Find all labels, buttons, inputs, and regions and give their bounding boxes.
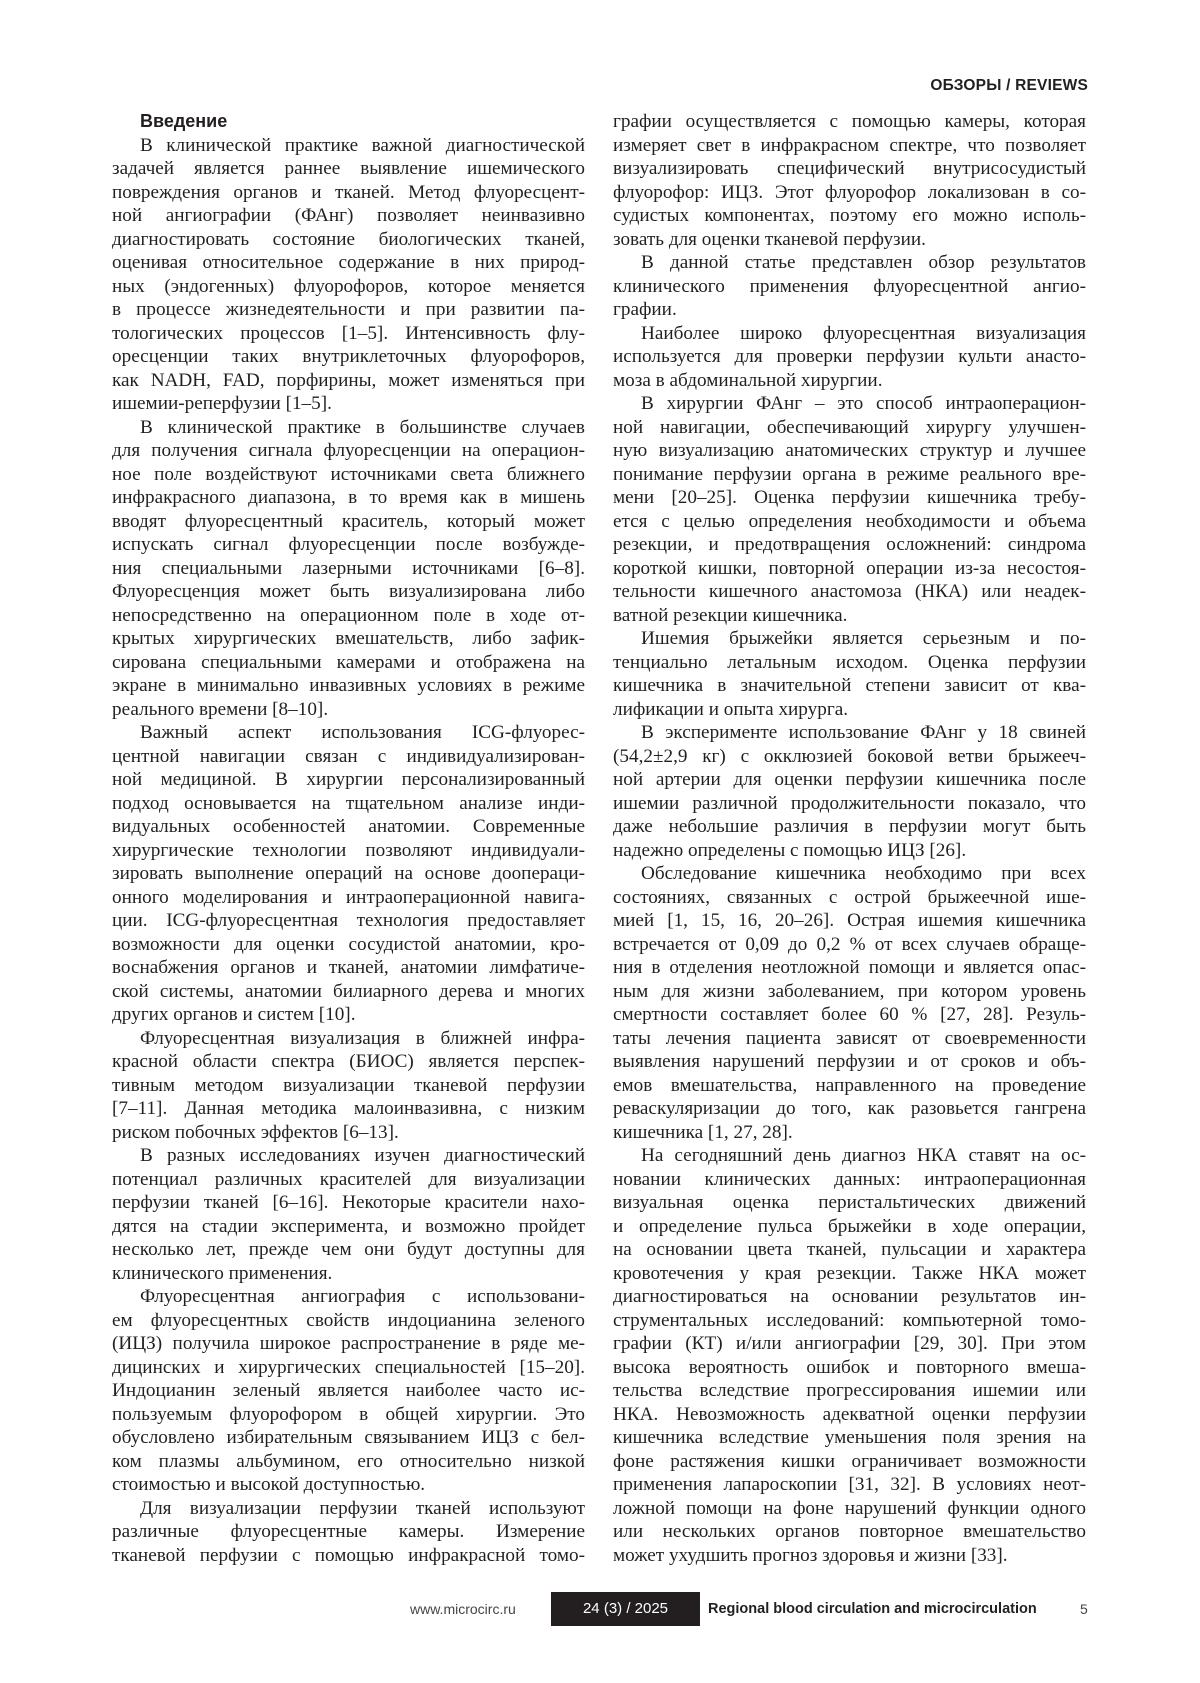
text-line: ния в отделения неотложной помощи и является опас- bbox=[613, 956, 1086, 980]
text-line: возможности для оценки сосудистой анатомии, кро- bbox=[112, 933, 585, 957]
paragraph bbox=[613, 627, 1086, 721]
paragraph bbox=[613, 862, 1086, 1144]
text-line: ную визуализацию анатомических структур и лучшее bbox=[613, 439, 1086, 463]
text-line: тканевой перфузии с помощью инфракрасной томо- bbox=[112, 1544, 585, 1568]
text-line: кишечника [1, 27, 28]. bbox=[613, 1121, 1086, 1145]
text-line: даже небольшие различия в перфузии могут быть bbox=[613, 815, 1086, 839]
text-line: других органов и систем [10]. bbox=[112, 1003, 585, 1027]
text-line: В клинической практике в большинстве случаев bbox=[112, 416, 585, 440]
text-line: кровотечения у края резекции. Также НКА может bbox=[613, 1262, 1086, 1286]
text-line: понимание перфузии органа в режиме реального вре- bbox=[613, 463, 1086, 487]
text-line: центной навигации связан с индивидуализирован- bbox=[112, 745, 585, 769]
text-line: реваскуляризации до того, как разовьется гангрена bbox=[613, 1097, 1086, 1121]
text-line: экране в минимально инвазивных условиях в режиме bbox=[112, 674, 585, 698]
text-line: онного моделирования и интраоперационной навига- bbox=[112, 886, 585, 910]
right-column-body bbox=[613, 110, 1086, 1567]
paragraph bbox=[613, 322, 1086, 393]
text-line: высока вероятность ошибок и повторного вмеша- bbox=[613, 1356, 1086, 1380]
text-line: В эксперименте использование ФАнг у 18 свиней bbox=[613, 721, 1086, 745]
text-line: Индоцианин зеленый является наиболее часто ис- bbox=[112, 1379, 585, 1403]
text-line: визуальная оценка перистальтических движений bbox=[613, 1191, 1086, 1215]
text-line: подход основывается на тщательном анализе инди- bbox=[112, 792, 585, 816]
text-line: ем флуоресцентных свойств индоцианина зеленого bbox=[112, 1309, 585, 1333]
text-line: фоне растяжения кишки ограничивает возможности bbox=[613, 1450, 1086, 1474]
paragraph bbox=[613, 1144, 1086, 1567]
text-line: ное поле воздействуют источниками света ближнего bbox=[112, 463, 585, 487]
text-line: новании клинических данных: интраоперационная bbox=[613, 1168, 1086, 1192]
paragraph bbox=[112, 1497, 585, 1568]
text-line: ным для жизни заболеванием, при котором уровень bbox=[613, 980, 1086, 1004]
text-line: флуорофор: ИЦЗ. Этот флуорофор локализован в со- bbox=[613, 181, 1086, 205]
text-line: встречается от 0,09 до 0,2 % от всех случаев обраще- bbox=[613, 933, 1086, 957]
text-line: ной артерии для оценки перфузии кишечника после bbox=[613, 768, 1086, 792]
text-line: повреждения органов и тканей. Метод флуоресцент- bbox=[112, 181, 585, 205]
text-line: тенциально летальным исходом. Оценка перфузии bbox=[613, 651, 1086, 675]
text-line: стоимостью и высокой доступностью. bbox=[112, 1473, 585, 1497]
text-line: непосредственно на операционном поле в ходе от- bbox=[112, 604, 585, 628]
text-line: состояниях, связанных с острой брыжеечной ише- bbox=[613, 886, 1086, 910]
text-line: вводят флуоресцентный краситель, который может bbox=[112, 510, 585, 534]
paragraph bbox=[112, 134, 585, 416]
text-line: зировать выполнение операций на основе доопераци- bbox=[112, 862, 585, 886]
text-line: клинического применения флуоресцентной ангио- bbox=[613, 275, 1086, 299]
text-line: ных (эндогенных) флуорофоров, которое меняется bbox=[112, 275, 585, 299]
text-line: дицинских и хирургических специальностей [15–20]. bbox=[112, 1356, 585, 1380]
text-line: Флуоресцентная ангиография с использовани- bbox=[112, 1285, 585, 1309]
text-line: воснабжения органов и тканей, анатомии лимфатиче- bbox=[112, 956, 585, 980]
text-line: ния специальными лазерными источниками [6–8]. bbox=[112, 557, 585, 581]
paragraph bbox=[112, 721, 585, 1027]
text-line: ишемии-реперфузии [1–5]. bbox=[112, 392, 585, 416]
text-line: В данной статье представлен обзор результатов bbox=[613, 251, 1086, 275]
text-line: применения лапароскопии [31, 32]. В условиях неот- bbox=[613, 1473, 1086, 1497]
text-line: Обследование кишечника необходимо при всех bbox=[613, 862, 1086, 886]
section-header: ОБЗОРЫ / REVIEWS bbox=[930, 77, 1088, 95]
text-line: (ИЦЗ) получила широкое распространение в ряде ме- bbox=[112, 1332, 585, 1356]
right-column bbox=[613, 110, 1086, 1567]
text-line: НКА. Невозможность адекватной оценки перфузии bbox=[613, 1403, 1086, 1427]
text-line: диагностировать состояние биологических тканей, bbox=[112, 228, 585, 252]
text-line: дятся на стадии эксперимента, и возможно пройдет bbox=[112, 1215, 585, 1239]
text-line: мией [1, 15, 16, 20–26]. Острая ишемия кишечника bbox=[613, 909, 1086, 933]
paragraph bbox=[112, 1027, 585, 1145]
paragraph bbox=[112, 1285, 585, 1497]
text-line: судистых компонентах, поэтому его можно исполь- bbox=[613, 204, 1086, 228]
text-line: крытых хирургических вмешательств, либо зафик- bbox=[112, 627, 585, 651]
text-line: Для визуализации перфузии тканей используют bbox=[112, 1497, 585, 1521]
paragraph bbox=[613, 251, 1086, 322]
left-column-body bbox=[112, 134, 585, 1568]
text-line: В разных исследованиях изучен диагностический bbox=[112, 1144, 585, 1168]
text-line: реального времени [8–10]. bbox=[112, 698, 585, 722]
left-column bbox=[112, 110, 585, 1567]
text-line: видуальных особенностей анатомии. Современные bbox=[112, 815, 585, 839]
text-line: ной ангиографии (ФАнг) позволяет неинвазивно bbox=[112, 204, 585, 228]
footer-issue-badge: 24 (3) / 2025 bbox=[551, 1592, 700, 1626]
text-line: зовать для оценки тканевой перфузии. bbox=[613, 228, 1086, 252]
text-line: кишечника вследствие уменьшения поля зрения на bbox=[613, 1426, 1086, 1450]
text-line: Ишемия брыжейки является серьезным и по- bbox=[613, 627, 1086, 651]
text-line: красной области спектра (БИОС) является перспек- bbox=[112, 1050, 585, 1074]
text-line: ской системы, анатомии билиарного дерева и многих bbox=[112, 980, 585, 1004]
text-line: надежно определены с помощью ИЦЗ [26]. bbox=[613, 839, 1086, 863]
text-line: или нескольких органов повторное вмешательство bbox=[613, 1520, 1086, 1544]
paragraph bbox=[112, 1144, 585, 1285]
text-line: измеряет свет в инфракрасном спектре, что позволяет bbox=[613, 134, 1086, 158]
text-line: потенциал различных красителей для визуализации bbox=[112, 1168, 585, 1192]
text-line: Наиболее широко флуоресцентная визуализация bbox=[613, 322, 1086, 346]
paragraph bbox=[613, 392, 1086, 627]
footer-website-link[interactable]: www.microcirc.ru bbox=[410, 1592, 516, 1626]
text-line: графии осуществляется с помощью камеры, которая bbox=[613, 110, 1086, 134]
text-line: пользуемым флуорофором в общей хирургии. Это bbox=[112, 1403, 585, 1427]
paragraph bbox=[112, 416, 585, 722]
text-line: ложной помощи на фоне нарушений функции одного bbox=[613, 1497, 1086, 1521]
text-line: обусловлено избирательным связыванием ИЦЗ с бел- bbox=[112, 1426, 585, 1450]
text-line: мени [20–25]. Оценка перфузии кишечника требу- bbox=[613, 486, 1086, 510]
text-line: может ухудшить прогноз здоровья и жизни [33]. bbox=[613, 1544, 1086, 1568]
text-line: задачей является раннее выявление ишемического bbox=[112, 157, 585, 181]
text-line: тивным методом визуализации тканевой перфузии bbox=[112, 1074, 585, 1098]
text-line: Флуоресцентная визуализация в ближней инфра- bbox=[112, 1027, 585, 1051]
text-line: и определение пульса брыжейки в ходе операции, bbox=[613, 1215, 1086, 1239]
text-line: [7–11]. Данная методика малоинвазивна, с низким bbox=[112, 1097, 585, 1121]
text-line: Флуоресценция может быть визуализирована либо bbox=[112, 580, 585, 604]
text-line: струментальных исследований: компьютерной томо- bbox=[613, 1309, 1086, 1333]
text-line: В хирургии ФАнг – это способ интраоперацион- bbox=[613, 392, 1086, 416]
text-line: диагностироваться на основании результатов ин- bbox=[613, 1285, 1086, 1309]
section-heading: Введение bbox=[112, 110, 585, 134]
text-line: на основании цвета тканей, пульсации и характера bbox=[613, 1238, 1086, 1262]
text-line: в процессе жизнедеятельности и при развитии па- bbox=[112, 298, 585, 322]
text-line: инфракрасного диапазона, в то время как в мишень bbox=[112, 486, 585, 510]
text-line: несколько лет, прежде чем они будут доступны для bbox=[112, 1238, 585, 1262]
paragraph bbox=[613, 721, 1086, 862]
text-line: графии. bbox=[613, 298, 1086, 322]
text-line: кишечника в значительной степени зависит от ква- bbox=[613, 674, 1086, 698]
text-line: короткой кишки, повторной операции из-за несостоя- bbox=[613, 557, 1086, 581]
text-line: как NADH, FAD, порфирины, может изменяться при bbox=[112, 369, 585, 393]
text-line: На сегодняшний день диагноз НКА ставят на ос- bbox=[613, 1144, 1086, 1168]
text-line: выявления нарушений перфузии и от сроков и объ- bbox=[613, 1050, 1086, 1074]
text-line: для получения сигнала флуоресценции на операцион- bbox=[112, 439, 585, 463]
text-line: ной навигации, обеспечивающий хирургу улучшен- bbox=[613, 416, 1086, 440]
text-line: ной медициной. В хирургии персонализированный bbox=[112, 768, 585, 792]
text-line: ишемии различной продолжительности показало, что bbox=[613, 792, 1086, 816]
text-line: таты лечения пациента зависят от своевременности bbox=[613, 1027, 1086, 1051]
text-line: перфузии тканей [6–16]. Некоторые красители нахо- bbox=[112, 1191, 585, 1215]
text-line: моза в абдоминальной хирургии. bbox=[613, 369, 1086, 393]
text-line: (54,2±2,9 кг) с окклюзией боковой ветви брыжееч- bbox=[613, 745, 1086, 769]
text-line: тологических процессов [1–5]. Интенсивность флу- bbox=[112, 322, 585, 346]
paragraph bbox=[613, 110, 1086, 251]
text-line: тельности кишечного анастомоза (НКА) или неадек- bbox=[613, 580, 1086, 604]
text-line: оценивая относительное содержание в них природ- bbox=[112, 251, 585, 275]
text-line: ции. ICG-флуоресцентная технология предоставляет bbox=[112, 909, 585, 933]
text-line: лификации и опыта хирурга. bbox=[613, 698, 1086, 722]
text-line: тельства вследствие прогрессирования ишемии или bbox=[613, 1379, 1086, 1403]
text-line: Важный аспект использования ICG-флуорес- bbox=[112, 721, 585, 745]
text-line: хирургические технологии позволяют индивидуали- bbox=[112, 839, 585, 863]
text-line: емов вмешательства, направленного на проведение bbox=[613, 1074, 1086, 1098]
text-line: риском побочных эффектов [6–13]. bbox=[112, 1121, 585, 1145]
text-line: клинического применения. bbox=[112, 1262, 585, 1286]
text-line: резекции, и предотвращения осложнений: синдрома bbox=[613, 533, 1086, 557]
text-line: используется для проверки перфузии культи анасто- bbox=[613, 345, 1086, 369]
text-line: В клинической практике важной диагностической bbox=[112, 134, 585, 158]
text-line: ватной резекции кишечника. bbox=[613, 604, 1086, 628]
text-line: смертности составляет более 60 % [27, 28]. Резуль- bbox=[613, 1003, 1086, 1027]
footer-journal-title: Regional blood circulation and microcirculation bbox=[708, 1592, 1037, 1626]
text-line: сирована специальными камерами и отображена на bbox=[112, 651, 585, 675]
text-line: визуализировать специфический внутрисосудистый bbox=[613, 157, 1086, 181]
text-line: испускать сигнал флуоресценции после возбужде- bbox=[112, 533, 585, 557]
page-number: 5 bbox=[1080, 1592, 1088, 1626]
text-line: графии (КТ) и/или ангиографии [29, 30]. При этом bbox=[613, 1332, 1086, 1356]
text-line: различные флуоресцентные камеры. Измерение bbox=[112, 1520, 585, 1544]
text-line: ком плазмы альбумином, его относительно низкой bbox=[112, 1450, 585, 1474]
text-line: ется с целью определения необходимости и объема bbox=[613, 510, 1086, 534]
text-line: оресценции таких внутриклеточных флуорофоров, bbox=[112, 345, 585, 369]
